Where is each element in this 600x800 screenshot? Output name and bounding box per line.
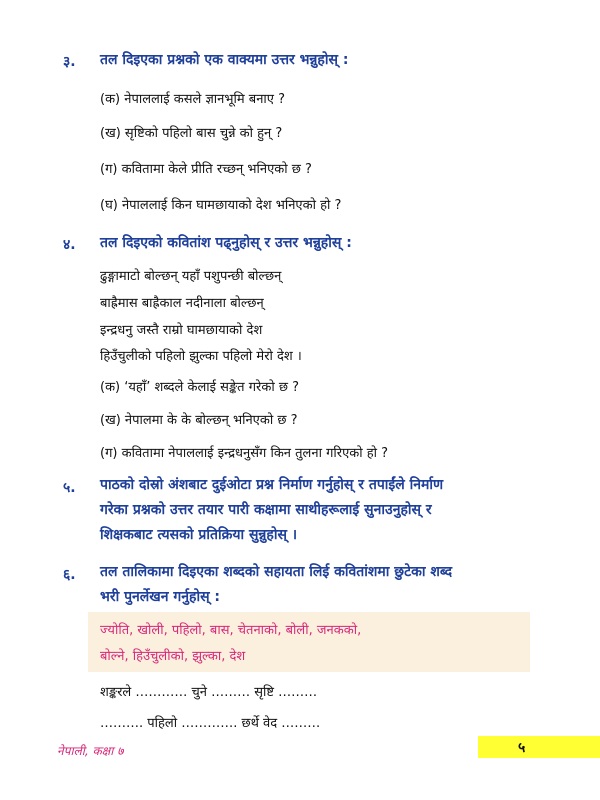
q5-line-1: पाठको दोस्रो अंशबाट दुईओटा प्रश्न निर्माण गर्नुहोस् र तपाईंले निर्माण (100, 477, 444, 493)
q6-line-2: भरी पुनर्लेखन गर्नुहोस् : (100, 589, 221, 605)
q5-number: ५. (63, 480, 76, 496)
word-list-line-2: बोल्ने, हिउँचुलीको, झुल्का, देश (100, 649, 246, 664)
q3-item-ga: (ग) कवितामा केले प्रीति रच्छन् भनिएको छ ? (100, 162, 312, 177)
q3-heading: तल दिइएका प्रश्नको एक वाक्यमा उत्तर भन्नुहोस् : (100, 52, 349, 68)
q3-item-ka: (क) नेपाललाई कसले ज्ञानभूमि बनाए ? (100, 92, 286, 107)
q3-number: ३. (63, 54, 76, 70)
word-list-line-1: ज्योति, खोली, पहिलो, बास, चेतनाको, बोली, जनकको, (100, 623, 362, 638)
q6-line-1: तल तालिकामा दिइएका शब्दको सहायता लिई कवितांशमा छुटेका शब्द (100, 564, 453, 580)
poem-line-1: ढुङ्गामाटो बोल्छन् यहाँ पशुपन्छी बोल्छन् (100, 269, 282, 284)
poem-line-4: हिउँचुलीको पहिलो झुल्का पहिलो मेरो देश । (100, 349, 302, 364)
word-box (88, 612, 530, 672)
q4-item-ka: (क) ‘यहाँ’ शब्दले केलाई सङ्केत गरेको छ ? (100, 380, 299, 395)
q4-item-kha: (ख) नेपालमा के के बोल्छन् भनिएको छ ? (100, 413, 298, 428)
poem-line-2: बाह्रैमास बाह्रैकाल नदीनाला बोल्छन् (100, 296, 264, 311)
q4-number: ४. (63, 237, 76, 253)
fill-line-1: शङ्करले ………… चुने ……… सृष्टि ……… (100, 685, 318, 700)
poem-line-3: इन्द्रधनु जस्तै राम्रो घामछायाको देश (100, 323, 263, 338)
q6-number: ६. (63, 567, 76, 583)
q4-item-ga: (ग) कवितामा नेपाललाई इन्द्रधनुसँग किन तुलना गरिएको हो ? (100, 446, 389, 461)
q3-item-kha: (ख) सृष्टिको पहिलो बास चुन्ने को हुन् ? (100, 126, 283, 141)
fill-line-2: ………. पहिलो …………. छर्थे वेद ……… (100, 716, 321, 731)
footer-page-highlight (478, 736, 600, 758)
q5-line-2: गरेका प्रश्नको उत्तर तयार पारी कक्षामा साथीहरूलाई सुनाउनुहोस् र (100, 502, 432, 518)
q5-line-3: शिक्षकबाट त्यसको प्रतिक्रिया सुन्नुहोस् । (100, 527, 298, 543)
footer-book-title: नेपाली, कक्षा ७ (57, 744, 124, 758)
q3-item-gha: (घ) नेपाललाई किन घामछायाको देश भनिएको हो ? (100, 198, 342, 213)
q4-heading: तल दिइएको कवितांश पढ्नुहोस् र उत्तर भन्नुहोस् : (100, 235, 352, 251)
footer-page-number: ५ (518, 740, 526, 756)
